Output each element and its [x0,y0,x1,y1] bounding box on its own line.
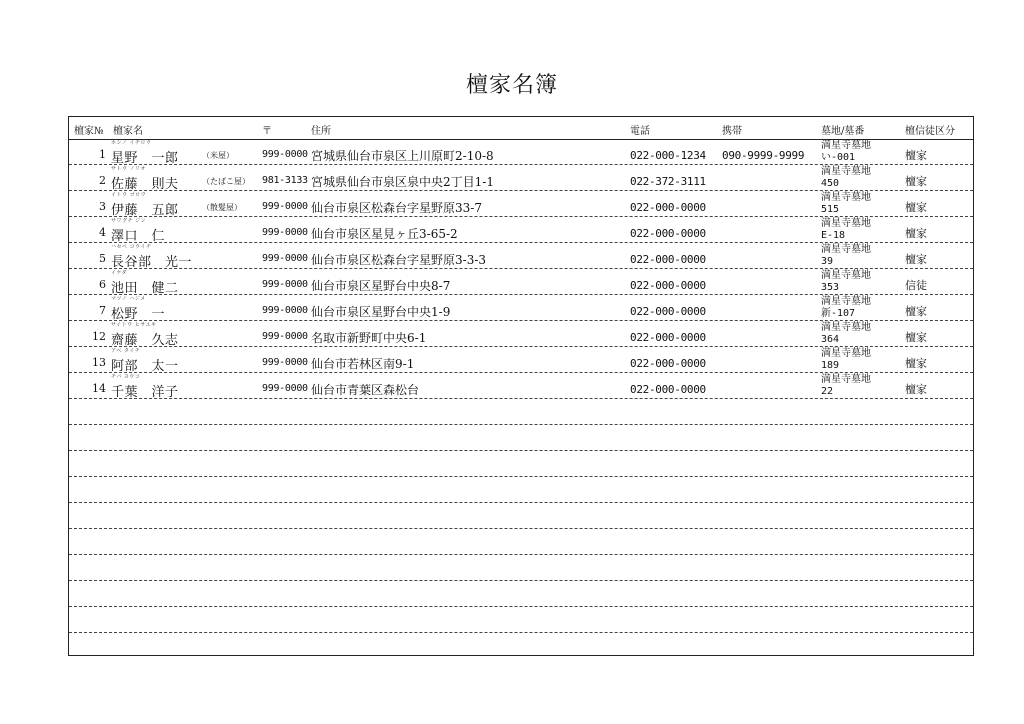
category: 檀家 [905,305,927,318]
phone: 022-000-0000 [630,357,706,370]
grave-number: 新-107 [821,308,856,319]
grave-site: 満星寺墓地 [821,192,871,203]
grave-number: い-001 [821,152,856,163]
grave-site: 満星寺墓地 [821,166,871,177]
phone: 022-000-1234 [630,149,706,162]
header-address: 住所 [311,126,331,137]
member-name: 佐藤 則夫 [111,177,179,192]
empty-row [69,425,973,451]
page-title: 檀家名簿 [465,73,558,98]
grave-number: 39 [821,256,834,267]
address: 仙台市泉区松森台字星野原33-7 [311,201,482,215]
furigana: ハセベ コウイチ [111,244,152,250]
row-number: 14 [92,382,106,395]
postal-code: 999-0000 [262,149,308,160]
postal-code: 999-0000 [262,279,308,290]
header-phone: 電話 [630,126,650,137]
member-name: 千葉 洋子 [111,385,179,400]
grave-site: 満星寺墓地 [821,218,871,229]
table-row [69,139,973,165]
furigana: サイトウ ヒサユキ [111,322,157,328]
address: 仙台市泉区星野台中央8-7 [311,279,451,293]
member-name: 阿部 太一 [111,359,179,374]
roster-table [68,116,974,656]
furigana: アベ タイチ [111,348,141,354]
empty-row [69,477,973,503]
member-name: 伊藤 五郎 [111,203,179,218]
shop-note: （米屋） [202,151,234,160]
grave-site: 満星寺墓地 [821,244,871,255]
category: 檀家 [905,383,927,396]
postal-code: 999-0000 [262,383,308,394]
phone: 022-000-0000 [630,227,706,240]
category: 檀家 [905,149,927,162]
table-row [69,347,973,373]
empty-row [69,633,973,659]
member-name: 齋藤 久志 [111,333,179,348]
grave-number: 515 [821,204,840,215]
row-number: 13 [92,356,106,369]
postal-code: 999-0000 [262,305,308,316]
mobile: 090-9999-9999 [722,149,805,162]
grave-number: 189 [821,360,840,371]
furigana: ホシノ イチロウ [111,140,152,146]
category: 檀家 [905,357,927,370]
postal-code: 999-0000 [262,227,308,238]
header-name: 檀家名 [113,126,143,137]
grave-site: 満星寺墓地 [821,322,871,333]
table-row [69,295,973,321]
grave-site: 満星寺墓地 [821,140,871,151]
category: 檀家 [905,331,927,344]
grave-number: 353 [821,282,840,293]
phone: 022-000-0000 [630,383,706,396]
address: 仙台市青葉区森松台 [311,383,420,397]
category: 信徒 [905,279,927,292]
table-row [69,321,973,347]
table-header [69,117,973,140]
address: 宮城県仙台市泉区上川原町2-10-8 [311,149,494,163]
phone: 022-000-0000 [630,305,706,318]
address: 宮城県仙台市泉区泉中央2丁目1-1 [311,175,494,189]
grave-number: 450 [821,178,840,189]
header-grave: 墓地/墓番 [821,126,865,137]
furigana: チバ ヨウコ [111,374,141,380]
row-number: 3 [99,200,106,213]
table-row [69,217,973,243]
address: 仙台市泉区星見ヶ丘3-65-2 [311,227,458,241]
category: 檀家 [905,201,927,214]
empty-row [69,529,973,555]
empty-row [69,581,973,607]
address: 仙台市泉区松森台字星野原3-3-3 [311,253,487,267]
shop-note: （散髪屋） [202,203,242,212]
row-number: 7 [99,304,106,317]
empty-row [69,503,973,529]
member-name: 星野 一郎 [111,151,179,166]
phone: 022-000-0000 [630,279,706,292]
grave-number: 22 [821,386,834,397]
postal-code: 999-0000 [262,357,308,368]
postal-code: 999-0000 [262,253,308,264]
empty-row [69,451,973,477]
address: 名取市新野町中央6-1 [311,331,427,345]
furigana: マツノ ハジメ [111,296,146,302]
address: 仙台市若林区南9-1 [311,357,415,371]
table-row [69,243,973,269]
phone: 022-000-0000 [630,331,706,344]
row-number: 12 [92,330,106,343]
grave-site: 満星寺墓地 [821,374,871,385]
phone: 022-372-3111 [630,175,706,188]
grave-number: E-18 [821,230,846,241]
postal-code: 999-0000 [262,201,308,212]
category: 檀家 [905,227,927,240]
row-number: 5 [99,252,106,265]
address: 仙台市泉区星野台中央1-9 [311,305,451,319]
furigana: イケダ [111,270,128,276]
header-no: 檀家№ [74,126,104,137]
row-number: 2 [99,174,106,187]
header-zip: 〒 [262,126,272,137]
row-number: 4 [99,226,106,239]
table-row [69,373,973,399]
member-name: 長谷部 光一 [111,255,193,270]
phone: 022-000-0000 [630,253,706,266]
header-category: 檀信徒区分 [905,126,955,137]
phone: 022-000-0000 [630,201,706,214]
shop-note: （たばこ屋） [202,177,250,186]
postal-code: 999-0000 [262,331,308,342]
grave-site: 満星寺墓地 [821,348,871,359]
furigana: サワグチ ジン [111,218,146,224]
category: 檀家 [905,253,927,266]
category: 檀家 [905,175,927,188]
furigana: イトウ ゴロウ [111,192,147,198]
row-number: 6 [99,278,106,291]
table-row [69,165,973,191]
row-number: 1 [99,148,106,161]
empty-row [69,555,973,581]
empty-row [69,399,973,425]
grave-site: 満星寺墓地 [821,296,871,307]
member-name: 松野 一 [111,307,166,322]
table-row [69,191,973,217]
table-row [69,269,973,295]
furigana: サトウ ノリオ [111,166,146,172]
empty-row [69,607,973,633]
header-mobile: 携帯 [722,126,742,137]
grave-number: 364 [821,334,840,345]
grave-site: 満星寺墓地 [821,270,871,281]
postal-code: 981-3133 [262,175,308,186]
member-name: 澤口 仁 [111,229,166,244]
member-name: 池田 健二 [111,281,179,296]
